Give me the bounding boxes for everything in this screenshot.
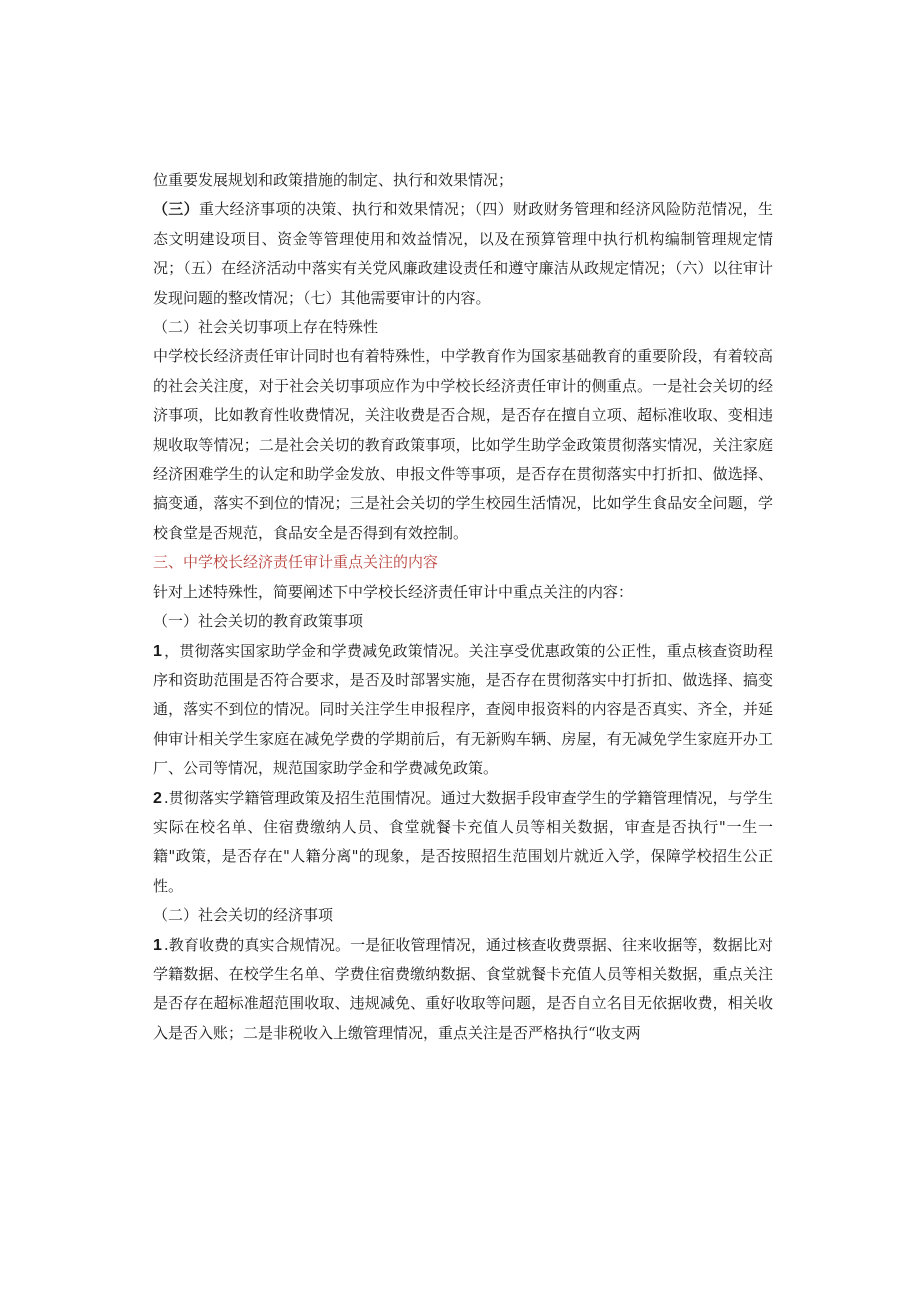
subheading xyxy=(153,901,773,930)
subheading-text: （二）社会关切事项上存在特殊性 xyxy=(153,318,379,337)
body-paragraph xyxy=(153,578,773,607)
body-paragraph xyxy=(153,195,773,313)
item-number: 1 xyxy=(153,936,162,954)
body-paragraph xyxy=(153,637,773,784)
document-page xyxy=(153,166,773,1048)
paragraph-text: .教育收费的真实合规情况。一是征收管理情况，通过核查收费票据、往来收据等，数据比对学籍数据、在校学生名单、学费住宿费缴纳数据、食堂就餐卡充值人员等相关数据，重点关注是否存在超标准超范围收取、违规减免、重好收取等问题，是否自立名目无依据收费，相关收入是否入账；二是非税收入上缴管理情况，重点关注是否严格执行“收支两 xyxy=(153,935,773,1042)
body-paragraph xyxy=(153,931,773,1049)
body-paragraph xyxy=(153,342,773,548)
subheading xyxy=(153,607,773,636)
paragraph-text: ，贯彻落实国家助学金和学费减免政策情况。关注享受优惠政策的公正性，重点核查资助程序和资助范围是否符合要求，是否及时部署实施，是否存在贯彻落实中打折扣、做选择、搞变通，落实不到位的情况。同时关注学生申报程序，查阅申报资料的内容是否真实、齐全，并延伸审计相关学生家庭在减免学费的学期前后，有无新购车辆、房屋，有无减免学生家庭开办工厂、公司等情况，规范国家助学金和学费减免政策。 xyxy=(153,641,773,778)
item-number: 1 xyxy=(153,642,162,660)
subheading-text: （一）社会关切的教育政策事项 xyxy=(153,612,364,631)
body-paragraph xyxy=(153,166,773,195)
paragraph-text: 位重要发展规划和政策措施的制定、执行和效果情况； xyxy=(153,171,514,189)
paragraph-text: 重大经济事项的决策、执行和效果情况；（四）财政财务管理和经济风险防范情况，生态文明建设项目、资金等管理使用和效益情况，以及在预算管理中执行机构编制管理规定情况；（五）在经济活动中落实有关党风廉政建设责任和遵守廉洁从政规定情况；（六）以往审计发现问题的整改情况；（七）其他需要审计的内容。 xyxy=(153,200,773,307)
subheading-text: （二）社会关切的经济事项 xyxy=(153,906,334,925)
body-paragraph xyxy=(153,784,773,902)
subheading xyxy=(153,313,773,342)
paragraph-text: 针对上述特殊性，简要阐述下中学校长经济责任审计中重点关注的内容： xyxy=(153,582,634,601)
paragraph-text: .贯彻落实学籍管理政策及招生范围情况。通过大数据手段审查学生的学籍管理情况，与学生实际在校名单、住宿费缴纳人员、食堂就餐卡充值人员等相关数据，审查是否执行"一生一籍"政策，是否存在"人籍分离"的现象，是否按照招生范围划片就近入学，保障学校招生公正性。 xyxy=(153,788,773,895)
item-number: 2 xyxy=(153,789,162,807)
paragraph-text: 中学校长经济责任审计同时也有着特殊性，中学教育作为国家基础教育的重要阶段，有着较高的社会关注度，对于社会关切事项应作为中学校长经济责任审计的侧重点。一是社会关切的经济事项，比如教育性收费情况，关注收费是否合规，是否存在擅自立项、超标准收取、变相违规收取等情况；二是社会关切的教育政策事项，比如学生助学金政策贯彻落实情况，关注家庭经济困难学生的认定和助学金发放、申报文件等事项，是否存在贯彻落实中打折扣、做选择、搞变通，落实不到位的情况；三是社会关切的学生校园生活情况，比如学生食品安全问题，学校食堂是否规范，食品安全是否得到有效控制。 xyxy=(153,347,773,542)
paragraph-prefix: （三） xyxy=(153,200,199,219)
section-heading-text: 三、中学校长经济责任审计重点关注的内容 xyxy=(153,553,439,572)
section-heading xyxy=(153,548,773,577)
